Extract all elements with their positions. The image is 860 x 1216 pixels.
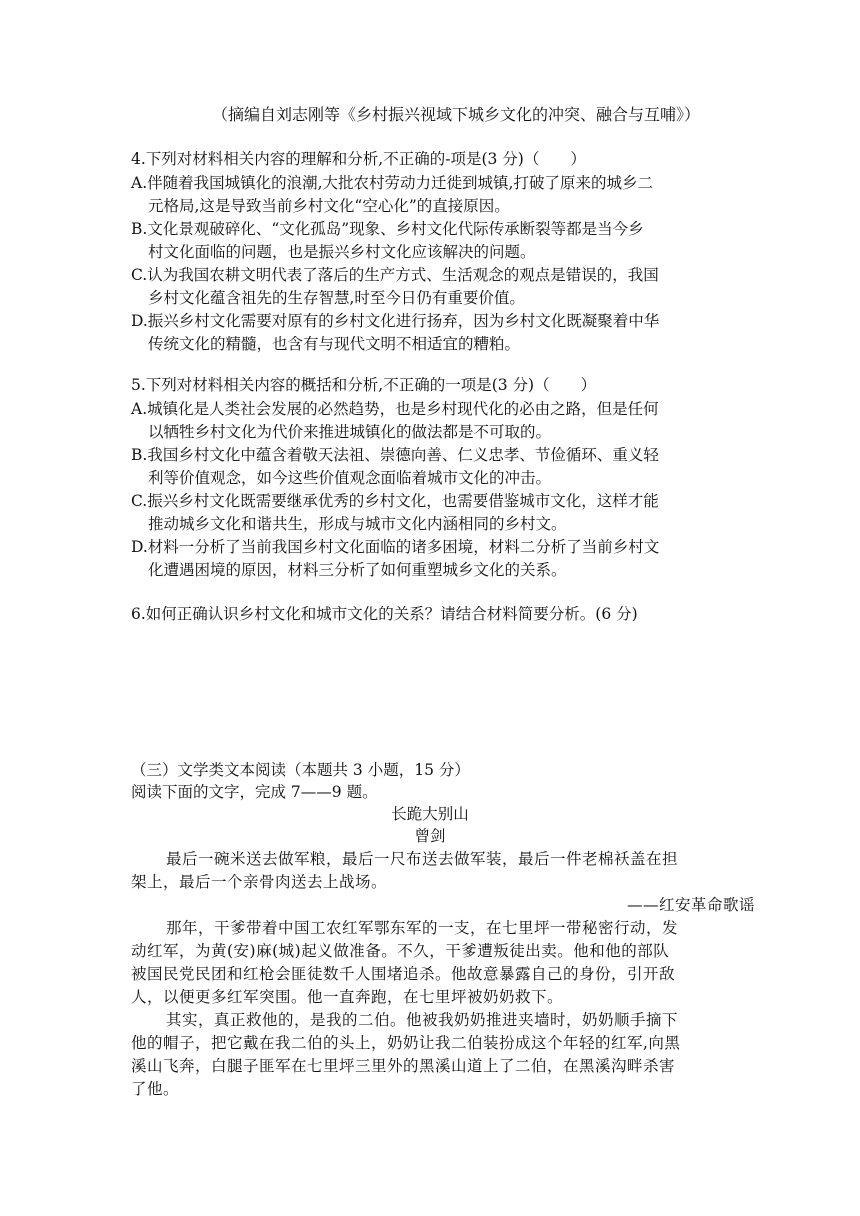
paragraph-2-line2: 他的帽子，把它戴在我二伯的头上，奶奶让我二伯装扮成这个年轻的红军,向黑 <box>131 1034 681 1052</box>
q4-option-b-line2: 村文化面临的问题，也是振兴乡村文化应该解决的问题。 <box>148 243 536 261</box>
source-note: （摘编自刘志刚等《乡村振兴视域下城乡文化的冲突、融合与互哺》） <box>212 105 701 124</box>
q5-option-d-line1: D.材料一分析了当前我国乡村文化面临的诸多困境，材料二分析了当前乡村文 <box>131 538 660 556</box>
paragraph-1-line4: 人，以便更多红军突围。他一直奔跑，在七里坪被奶奶救下。 <box>131 988 564 1006</box>
epigraph-line2: 架上，最后一个亲骨肉送去上战场。 <box>131 873 388 891</box>
paragraph-1-line2: 动红军，为黄(安)麻(城)起义做准备。不久，干爹遭叛徒出卖。他和他的部队 <box>131 942 670 960</box>
q5-option-c-line1: C.振兴乡村文化既需要继承优秀的乡村文化，也需要借鉴城市文化，这样才能 <box>131 492 659 510</box>
q4-option-a-line2: 元格局,这是导致当前乡村文化“空心化”的直接原因。 <box>148 197 510 215</box>
q5-option-b-line1: B.我国乡村文化中蕴含着敬天法祖、崇德向善、仁义忠孝、节俭循环、重义轻 <box>131 446 659 464</box>
q5-stem: 5.下列对材料相关内容的概括和分析,不正确的一项是(3 分)（ ） <box>131 376 597 394</box>
q5-option-a-line1: A.城镇化是人类社会发展的必然趋势，也是乡村现代化的必由之路，但是任何 <box>131 400 659 418</box>
q5-option-a-line2: 以牺牲乡村文化为代价来推进城镇化的做法都是不可取的。 <box>148 423 552 441</box>
section-heading: （三）文学类文本阅读（本题共 3 小题，15 分） <box>131 761 470 779</box>
q5-option-c-line2: 推动城乡文化和谐共生，形成与城市文化内涵相同的乡村文。 <box>148 515 567 533</box>
section-instruction: 阅读下面的文字，完成 7——9 题。 <box>131 783 378 801</box>
paragraph-2-line3: 溪山飞奔，白腿子匪军在七里坪三里外的黑溪山道上了二伯，在黑溪沟畔杀害 <box>131 1057 676 1075</box>
story-author: 曾剑 <box>414 827 446 845</box>
q5-option-d-line2: 化遭遇困境的原因，材料三分析了如何重塑城乡文化的关系。 <box>148 561 567 579</box>
story-title: 长跪大别山 <box>391 805 469 823</box>
epigraph-line1: 最后一碗米送去做军粮，最后一尺布送去做军装，最后一件老棉袄盖在担 <box>166 850 679 868</box>
q4-option-c-line1: C.认为我国农耕文明代表了落后的生产方式、生活观念的观点是错误的，我国 <box>131 266 659 284</box>
q4-stem: 4.下列对材料相关内容的理解和分析,不正确的-项是(3 分)（ ） <box>131 150 586 168</box>
paragraph-1-line3: 被国民党民团和红枪会匪徒数千人围堵追杀。他故意暴露自己的身份，引开敌 <box>131 965 676 983</box>
epigraph-source: ——红安革命歌谣 <box>626 896 755 914</box>
q4-option-a-line1: A.伴随着我国城镇化的浪潮,大批农村劳动力迁徙到城镇,打破了原来的城乡二 <box>131 174 653 192</box>
paragraph-2-line1: 其实，真正救他的，是我的二伯。他被我奶奶推进夹墙时，奶奶顺手摘下 <box>166 1011 679 1029</box>
paragraph-1-line1: 那年，干爹带着中国工农红军鄂东军的一支，在七里坪一带秘密行动，发 <box>166 919 679 937</box>
q4-option-b-line1: B.文化景观破碎化、“文化孤岛”现象、乡村文化代际传承断裂等都是当今乡 <box>131 220 644 238</box>
q4-option-d-line1: D.振兴乡村文化需要对原有的乡村文化进行扬弃，因为乡村文化既凝聚着中华 <box>131 312 660 330</box>
q4-option-d-line2: 传统文化的精髓，也含有与现代文明不相适宜的糟粕。 <box>148 335 521 353</box>
question-6-stem: 6.如何正确认识乡村文化和城市文化的关系？请结合材料简要分析。(6 分) <box>131 605 638 623</box>
q4-option-c-line2: 乡村文化蕴含祖先的生存智慧,时至今日仍有重要价值。 <box>148 289 525 307</box>
q5-option-b-line2: 利等价值观念，如今这些价值观念面临着城市文化的冲击。 <box>148 469 552 487</box>
paragraph-2-line4: 了他。 <box>131 1080 180 1098</box>
